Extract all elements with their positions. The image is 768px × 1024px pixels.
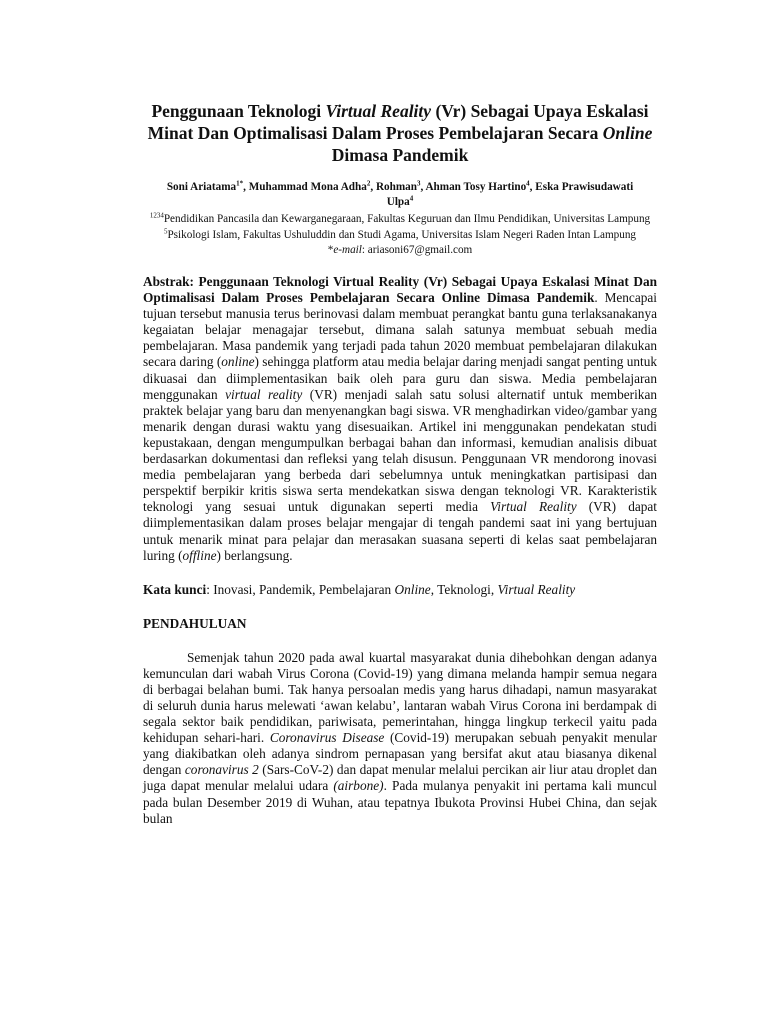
author-1: Soni Ariatama — [166, 181, 237, 193]
abstract-italic-2: virtual reality — [225, 386, 303, 402]
intro-text-3: (Sars-CoV-2) dan dapat menular melalui percikan air liur atau droplet dan juga dapat menular melalui udara — [143, 762, 657, 794]
abstract-italic-3: Virtual Reality — [490, 499, 577, 515]
author-5: , Eska Prawisudawati Ulpa — [386, 181, 634, 208]
corresponding-email — [143, 243, 657, 258]
author-2: , Muhammad Mona Adha — [243, 181, 367, 193]
keywords-italic-1: Online — [394, 581, 431, 597]
author-4: , Ahman Tosy Hartino — [420, 181, 527, 193]
abstract-paragraph — [143, 274, 657, 564]
intro-text-4: . Pada mulanya penyakit ini pertama kali muncul pada bulan Desember 2019 di Wuhan, atau tepatnya Ibukota Provinsi Hubei China, dan sejak bulan — [143, 778, 657, 826]
affiliation-2-text: Psikologi Islam, Fakultas Ushuluddin dan Studi Agama, Universitas Islam Negeri Raden Intan Lampung — [167, 229, 637, 241]
title-text-3: Dimasa Pandemik — [331, 145, 469, 165]
affiliation-1 — [143, 212, 657, 226]
intro-italic-2: coronavirus 2 — [184, 762, 259, 778]
affiliation-2-sup: 5 — [163, 227, 168, 236]
author-4-sup: 4 — [526, 179, 530, 188]
abstract-italic-4: offline — [182, 547, 217, 563]
keywords-line — [143, 582, 657, 598]
abstract-text-4: (VR) dapat diimplementasikan dalam proses belajar mengajar di tengah pandemi saat ini yang bertujuan untuk menarik minat para pelajar dan merasakan suasana seperti di kelas saat pembelajaran luring ( — [143, 499, 657, 563]
author-list — [153, 180, 647, 210]
title-text-2: (Vr) Sebagai Upaya Eskalasi Minat Dan Optimalisasi Dalam Proses Pembelajaran Secara — [147, 101, 649, 143]
paper-title — [143, 100, 657, 166]
title-text-1: Penggunaan Teknologi — [151, 101, 326, 121]
author-2-sup: 2 — [366, 179, 371, 188]
keywords-label: Kata kunci — [143, 581, 207, 597]
title-text-italic-1: Virtual Reality — [325, 101, 432, 121]
abstract-text-2: ) sehingga platform atau media belajar daring menjadi sangat penting untuk dikuasai dan diimplementasikan baik oleh para guru dan siswa. Media pembelajaran menggunakan — [143, 354, 657, 402]
section-heading: PENDAHULUAN — [143, 615, 247, 631]
author-3: , Rohman — [370, 181, 417, 193]
keywords-italic-2: Virtual Reality — [497, 581, 576, 597]
abstract-text-3: (VR) menjadi salah satu solusi alternatif untuk memberikan praktek belajar yang baru dan menyenangkan bagi siswa. VR menghadirkan video/gambar yang menarik dengan durasi waktu yang disesuaikan. Artikel ini menggunakan pendekatan studi kepustakaan, dengan mengumpulkan berbagai bahan dan informasi, kemudian analisis dibuat berdasarkan dokumentasi dan refleksi yang telah disusun. Penggunaan VR mendorong inovasi media pembelajaran yang berbeda dari sebelumnya untuk meningkatkan partisipasi dan perspektif berpikir kritis siswa serta mendekatkan siswa dengan teknologi VR. Karakteristik teknologi yang sesuai untuk digunakan seperti media — [143, 386, 657, 515]
intro-paragraph — [143, 650, 657, 827]
abstract-text-5: ) berlangsung. — [216, 547, 293, 563]
abstract-italic-1: online — [221, 354, 255, 370]
paper-content — [143, 100, 657, 827]
intro-text-1: Semenjak tahun 2020 pada awal kuartal masyarakat dunia dihebohkan dengan adanya kemunculan dari wabah Virus Corona (Covid-19) yang dimana melanda hampir semua negara di berbagai belahan bumi. Tak hanya persoalan medis yang harus dihadapi, namun masyarakat di seluruh dunia harus melewati ‘awan kelabu’, lantaran wabah Virus Corona ini berdampak di segala sektor baik pendidikan, pariwisata, pemerintahan, hingga lingkup terkecil yaitu pada kehidupan sehari-hari. — [143, 649, 657, 746]
author-5-sup: 4 — [409, 194, 414, 203]
email-value: : ariasoni67@gmail.com — [361, 244, 473, 256]
keywords-text-2: , Teknologi, — [430, 581, 498, 597]
affiliation-1-sup: 1234 — [149, 211, 164, 220]
title-text-italic-2: Online — [602, 123, 653, 143]
abstract-text-1: . Mencapai tujuan tersebut manusia terus berinovasi dalam membuat perangkat bantu guna terlaksanakanya kegaiatan belajar menagajar tersebut, dimana salah satunya membuat sebuah media pembelajaran. Masa pandemik yang terjadi pada tahun 2020 membuat pembelajaran dilakukan secara daring ( — [143, 290, 657, 370]
affiliation-2 — [143, 228, 657, 242]
intro-italic-1: Coronavirus Disease — [269, 730, 385, 746]
intro-text-2: (Covid-19) merupakan sebuah penyakit menular yang diakibatkan oleh adanya sindrom pernapasan yang bersifat akut atau biasanya dikenal dengan — [143, 730, 657, 778]
author-1-sup: 1* — [236, 179, 244, 188]
author-3-sup: 3 — [416, 179, 421, 188]
email-prefix: * — [327, 244, 334, 256]
keywords-text-1: : Inovasi, Pandemik, Pembelajaran — [206, 581, 395, 597]
intro-italic-3: (airbone) — [333, 778, 384, 794]
abstract-heading: Abstrak: Penggunaan Teknologi Virtual Reality (Vr) Sebagai Upaya Eskalasi Minat Dan Optimalisasi Dalam Proses Pembelajaran Secara Online Dimasa Pandemik — [143, 274, 657, 306]
affiliation-1-text: Pendidikan Pancasila dan Kewarganegaraan, Fakultas Keguruan dan Ilmu Pendidikan, Universitas Lampung — [163, 213, 651, 225]
email-label: e-mail — [333, 244, 362, 256]
